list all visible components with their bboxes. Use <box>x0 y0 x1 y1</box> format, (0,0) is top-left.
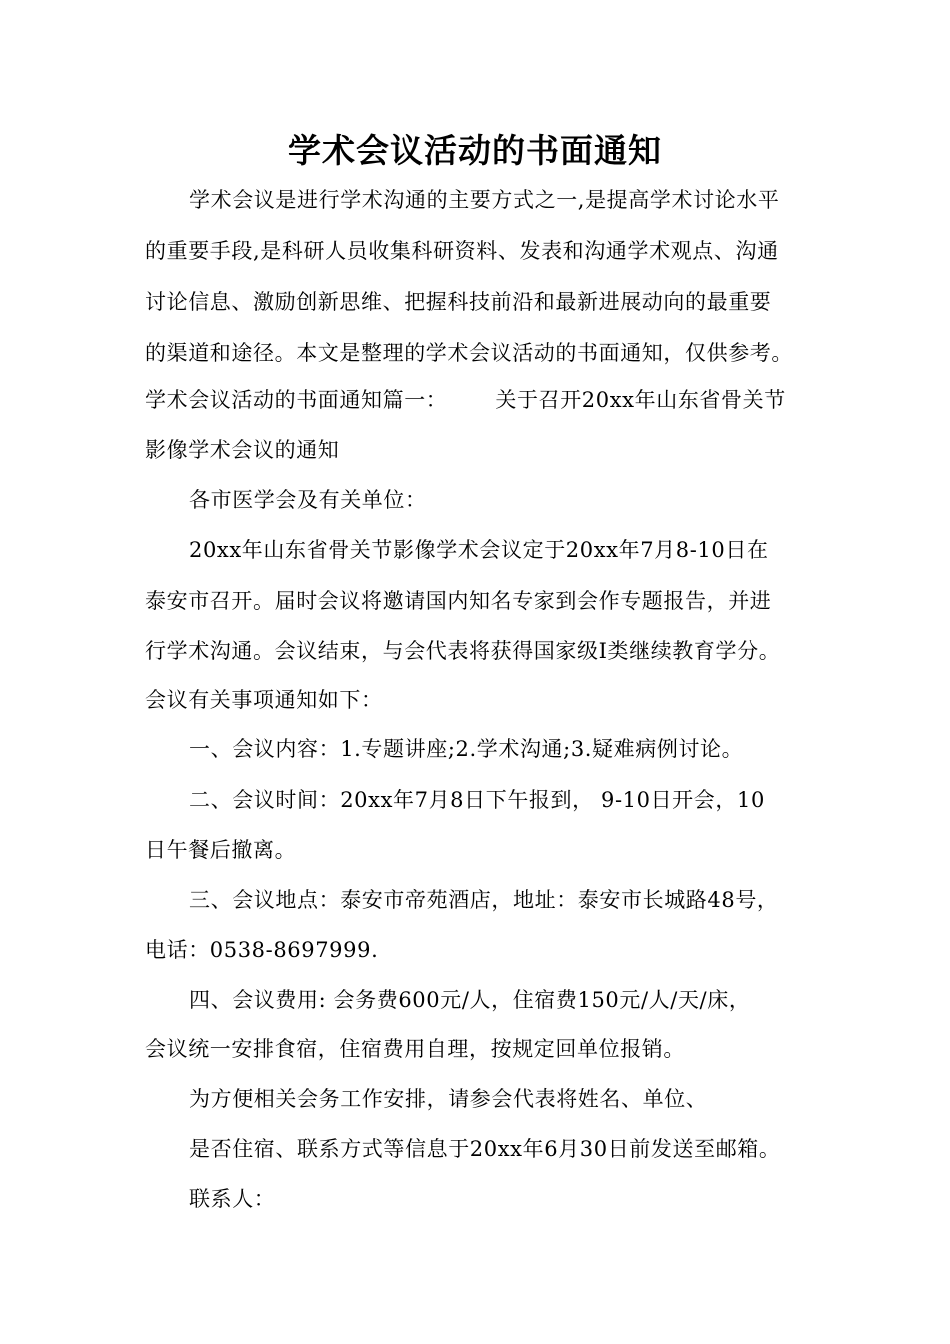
contact-label: 联系人： <box>189 1187 276 1211</box>
item-content: 一、会议内容：1.专题讲座;2.学术沟通;3.疑难病例讨论。 <box>189 737 744 761</box>
item-time-line-2: 日午餐后撤离。 <box>145 838 297 862</box>
intro-line-3: 讨论信息、激励创新思维、把握科技前沿和最新进展动向的最重要 <box>145 290 772 314</box>
part-heading-line <box>145 385 786 415</box>
part-heading-title-cont: 影像学术会议的通知 <box>145 438 340 462</box>
item-time-line-1: 二、会议时间：20xx年7月8日下午报到， 9-10日开会，10 <box>189 788 765 812</box>
closing-line-2: 是否住宿、联系方式等信息于20xx年6月30日前发送至邮箱。 <box>189 1137 781 1161</box>
item-place-line-1: 三、会议地点：泰安市帝苑酒店，地址：泰安市长城路48号， <box>189 888 779 912</box>
part-heading-title: 关于召开20xx年山东省骨关节 <box>495 388 786 412</box>
document-title: 学术会议活动的书面通知 <box>288 131 662 170</box>
part-label: 学术会议活动的书面通知篇一： <box>145 388 448 412</box>
closing-line-1: 为方便相关会务工作安排，请参会代表将姓名、单位、 <box>189 1087 708 1111</box>
item-fee-line-2: 会议统一安排食宿，住宿费用自理，按规定回单位报销。 <box>145 1037 685 1061</box>
body-line-3: 行学术沟通。会议结束，与会代表将获得国家级Ⅰ类继续教育学分。 <box>145 639 781 663</box>
body-line-2: 泰安市召开。届时会议将邀请国内知名专家到会作专题报告，并进 <box>145 589 772 613</box>
body-line-4: 会议有关事项通知如下： <box>145 688 383 712</box>
salutation: 各市医学会及有关单位： <box>189 488 427 512</box>
intro-line-1: 学术会议是进行学术沟通的主要方式之一,是提高学术讨论水平 <box>189 188 780 212</box>
item-place-line-2: 电话：0538-8697999. <box>145 938 379 962</box>
body-line-1: 20xx年山东省骨关节影像学术会议定于20xx年7月8-10日在 <box>189 538 769 562</box>
intro-line-4: 的渠道和途径。本文是整理的学术会议活动的书面通知，仅供参考。 <box>145 341 793 365</box>
intro-line-2: 的重要手段,是科研人员收集科研资料、发表和沟通学术观点、沟通 <box>145 239 779 263</box>
item-fee-line-1: 四、会议费用: 会务费600元/人，住宿费150元/人/天/床， <box>189 988 751 1012</box>
